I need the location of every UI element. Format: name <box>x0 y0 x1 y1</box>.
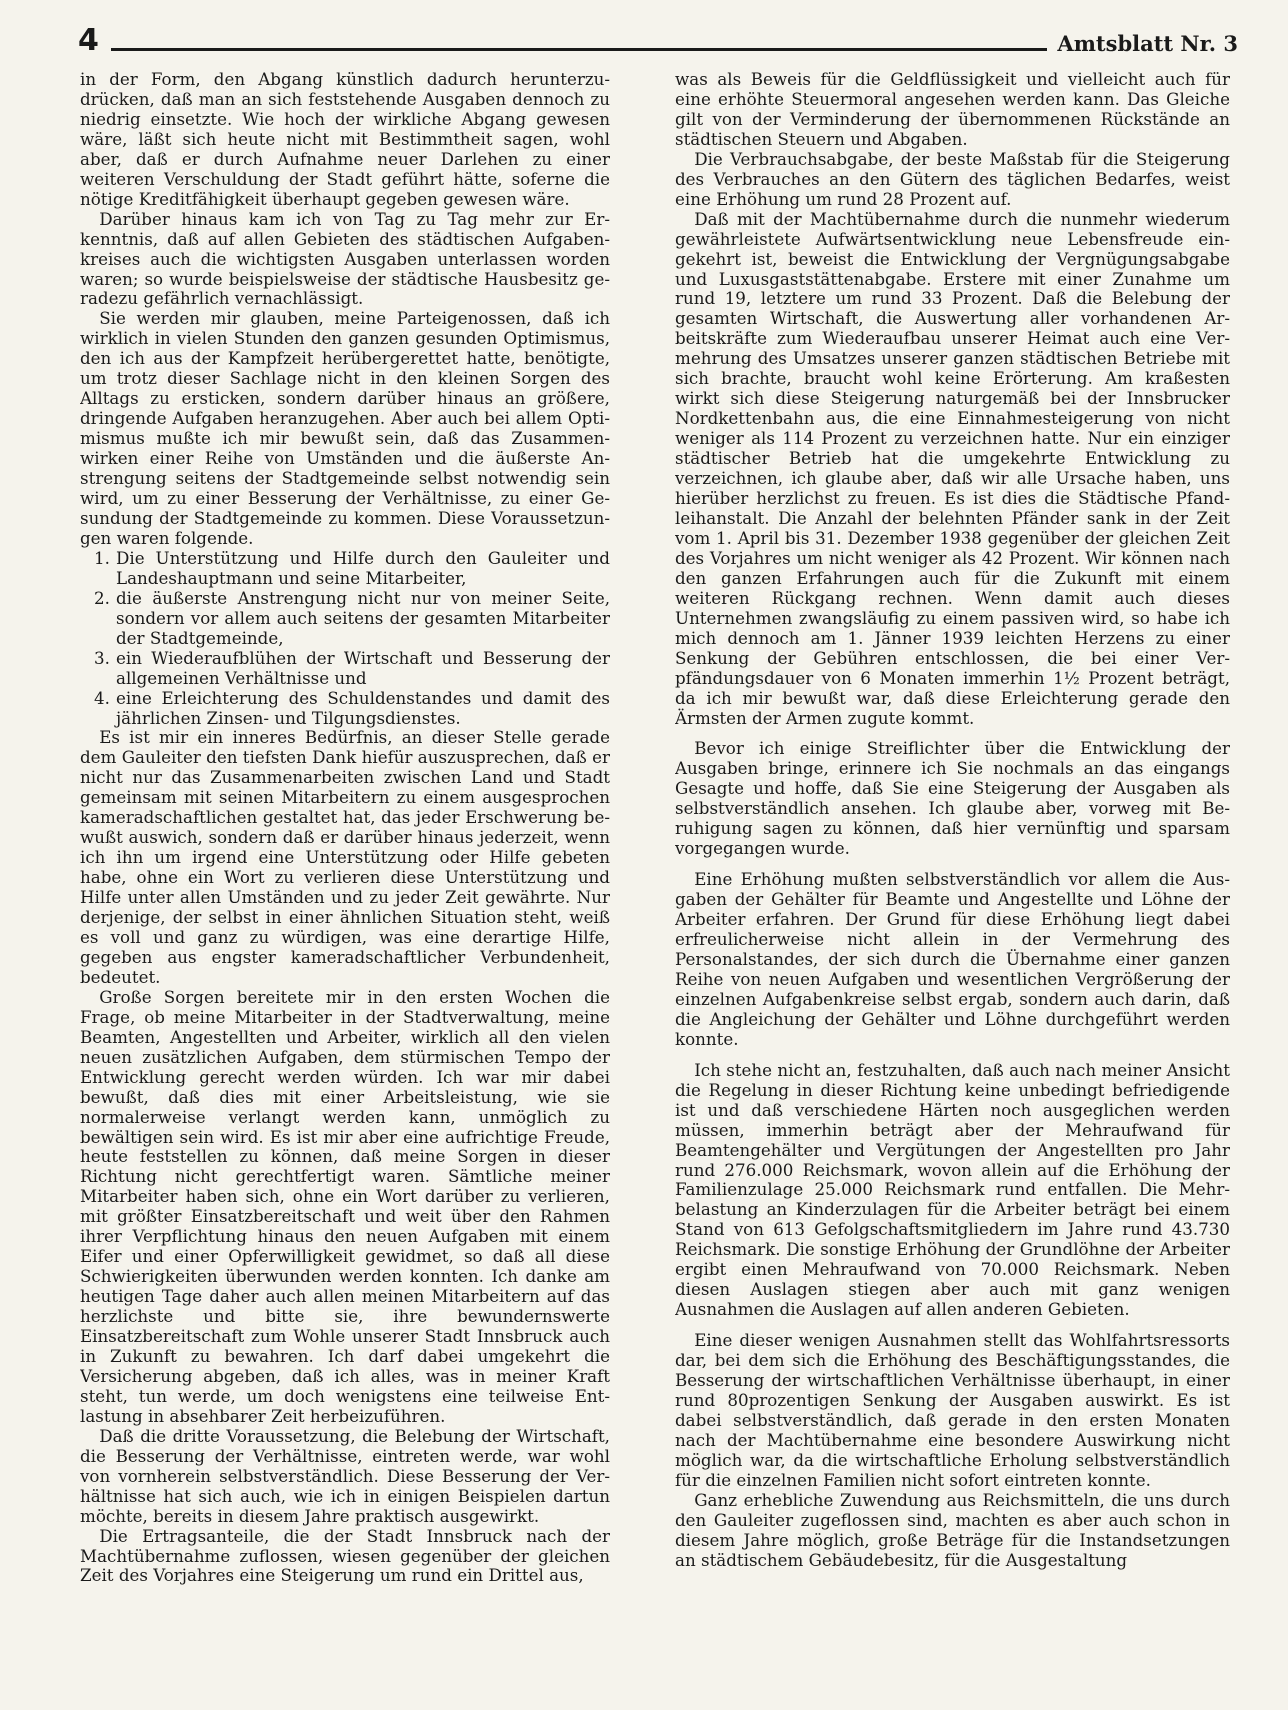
list-number: 1. <box>94 547 110 568</box>
paragraph: Die Ertragsanteile, die der Stadt Innsbruck nach der Machtübernahme zuflossen, wiesen gegenüber der gleichen Zeit des Vorjahres eine Steigerung um rund ein Drittel aus, <box>80 1525 610 1586</box>
page-header <box>78 18 1238 56</box>
list-item-text: Die Unterstützung und Hilfe durch den Gauleiter und Landeshauptmann und seine Mitarbeiter, <box>116 547 610 588</box>
list-number: 3. <box>94 647 110 668</box>
paragraph: was als Beweis für die Geldflüssigkeit und vielleicht auch für eine erhöhte Steuermoral angesehen werden kann. Das Gleiche gilt von der Verminderung der übernommenen Rückstände an städtischen Steuern und Abgaben. <box>675 70 1230 149</box>
list-item-text: die äußerste Anstrengung nicht nur von meiner Seite, sondern vor allem auch seitens der gesamten Mitarbeiter der Stadtgemeinde, <box>116 587 610 648</box>
paragraph: Ganz erhebliche Zuwendung aus Reichsmitteln, die uns durch den Gauleiter zugeflossen sind, machten es aber auch schon in diesem Jahre möglich, große Beträge für die Instandsetzungen an städtischem Gebäudebesitz, für die Ausgestaltung <box>675 1489 1230 1570</box>
list-number: 2. <box>94 587 110 608</box>
page-number: 4 <box>78 23 99 58</box>
paragraph: Eine Erhöhung mußten selbstverständlich vor allem die Ausgaben der Gehälter für Beamte und Angestellte und Löhne der Arbeiter erfahren. Der Grund für diese Erhöhung liegt dabei erfreulicherweise nicht allein in der Vermehrung des Personalstandes, der sich durch die Übernahme einer ganzen Reihe von neuen Aufgaben und wesentlichen Vergrößerung der einzelnen Aufgabenkreise selbst ergab, sondern auch darin, daß die Angleichung der Gehälter und Löhne durchgeführt werden konnte. <box>675 869 1230 1049</box>
list-item <box>80 549 610 589</box>
paragraph: Große Sorgen bereitete mir in den ersten Wochen die Frage, ob meine Mitarbeiter in der Stadtverwaltung, meine Beamten, Angestellten und Arbeiter, wirklich all den vielen neuen zusätzlichen Aufgaben, dem stürmischen Tempo der Entwicklung gerecht werden würden. Ich war mir dabei bewußt, daß dies mit einer Arbeitsleistung, wie sie normalerweise verlangt werden kann, unmöglich zu bewältigen sein wird. Es ist mir aber eine aufrichtige Freude, heute feststellen zu können, daß meine Sorgen in dieser Richtung nicht gerechtfertigt waren. Sämtliche meiner Mitarbeiter haben sich, ohne ein Wort darüber zu verlieren, mit größter Einsatzbereitschaft und weit über den Rahmen ihrer Verpflichtung hinaus den neuen Aufgaben mit einem Eifer und einer Opferwilligkeit gewidmet, so daß all diese Schwierigkeiten überwunden werden konnten. Ich danke am heutigen Tage daher auch allen meinen Mitarbeitern auf das herzlichste und bitte sie, ihre bewundernswerte Einsatzbereitschaft zum Wohle unserer Stadt Innsbruck auch in Zukunft zu bewahren. Ich darf dabei umgekehrt die Versicherung abgeben, daß ich alles, was in meiner Kraft steht, tun werde, um doch wenigstens eine teilweise Entlastung in absehbarer Zeit herbeizuführen. <box>80 986 610 1426</box>
list-item-text: ein Wiederaufblühen der Wirtschaft und Besserung der allgemeinen Verhältnisse und <box>116 647 610 688</box>
paragraph: Es ist mir ein inneres Bedürfnis, an dieser Stelle gerade dem Gauleiter den tiefsten Dank hiefür auszusprechen, daß er nicht nur das Zusammenarbeiten zwischen Land und Stadt gemeinsam mit seinen Mitarbeitern zu einem ausgesprochen kameradschaftlichen gestaltet hat, das jeder Erschwerung bewußt auswich, sondern daß er darüber hinaus jederzeit, wenn ich ihn um irgend eine Unterstützung oder Hilfe gebeten habe, ohne ein Wort zu verlieren diese Unterstützung und Hilfe unter allen Umständen und zu jeder Zeit gewährte. Nur derjenige, der selbst in einer ähnlichen Situation steht, weiß es voll und ganz zu würdigen, was eine derartige Hilfe, gegeben aus engster kameradschaftlicher Verbundenheit, bedeutet. <box>80 727 610 987</box>
list-item <box>80 589 610 649</box>
header-rule <box>111 48 1048 51</box>
paragraph: in der Form, den Abgang künstlich dadurch herunterzudrücken, daß man an sich feststehende Ausgaben dennoch zu niedrig einsetzte. Wie hoch der wirkliche Abgang gewesen wäre, läßt sich heute nicht mit Bestimmtheit sagen, wohl aber, daß er durch Aufnahme neuer Darlehen zu einer weiteren Verschuldung der Stadt geführt hätte, soferne die nötige Kreditfähigkeit überhaupt gegeben gewesen wäre. <box>80 70 610 209</box>
list-number: 4. <box>94 687 110 708</box>
paragraph: Die Verbrauchsabgabe, der beste Maßstab für die Steigerung des Verbrauches an den Gütern des täglichen Bedarfes, weist eine Erhöhung um rund 28 Prozent auf. <box>675 148 1230 209</box>
list-item <box>80 649 610 689</box>
list-item-text: eine Erleichterung des Schuldenstandes und damit des jährlichen Zinsen- und Tilgungsdienstes. <box>116 687 610 728</box>
publication-title: Amtsblatt Nr. 3 <box>1057 31 1238 56</box>
list-item <box>80 689 610 729</box>
paragraph: Bevor ich einige Streiflichter über die Entwicklung der Ausgaben bringe, erinnere ich Sie nochmals an das eingangs Gesagte und hoffe, daß Sie eine Steigerung der Ausgaben als selbstverständlich ansehen. Ich glaube aber, vorweg mit Beruhigung sagen zu können, daß hier vernünftig und sparsam vorgegangen wurde. <box>675 738 1230 859</box>
paragraph: Ich stehe nicht an, festzuhalten, daß auch nach meiner Ansicht die Regelung in dieser Richtung keine unbedingt befriedigende ist und daß verschiedene Härten noch ausgeglichen werden müssen, immerhin beträgt aber der Mehraufwand für Beamtengehälter und Vergütungen der Angestellten pro Jahr rund 276.000 Reichsmark, wovon allein auf die Erhöhung der Familienzulage 25.000 Reichsmark rund entfallen. Die Mehrbelastung an Kinderzulagen für die Arbeiter beträgt bei einem Stand von 613 Gefolgschaftsmitgliedern im Jahre rund 43.730 Reichsmark. Die sonstige Erhöhung der Grundlöhne der Arbeiter ergibt einen Mehraufwand von 70.000 Reichsmark. Neben diesen Auslagen stiegen aber auch mit ganz wenigen Ausnahmen die Auslagen auf allen anderen Gebieten. <box>675 1059 1230 1320</box>
left-column <box>80 70 610 1698</box>
paragraph: Darüber hinaus kam ich von Tag zu Tag mehr zur Erkenntnis, daß auf allen Gebieten des städtischen Aufgabenkreises auch die wichtigsten Ausgaben unterlassen worden waren; so wurde beispielsweise der städtische Hausbesitz geradezu gefährlich vernachlässigt. <box>80 208 610 309</box>
numbered-list <box>80 549 610 729</box>
right-column <box>675 70 1230 1698</box>
paragraph: Sie werden mir glauben, meine Parteigenossen, daß ich wirklich in vielen Stunden den ganzen gesunden Optimismus, den ich aus der Kampfzeit herübergerettet hatte, benötigte, um trotz dieser Sachlage nicht in den kleinen Sorgen des Alltags zu ersticken, sondern darüber hinaus an größere, dringende Aufgaben heranzugehen. Aber auch bei allem Optimismus mußte ich mir bewußt sein, daß das Zusammenwirken einer Reihe von Umständen und die äußerste Anstrengung seitens der Stadtgemeinde selbst notwendig sein wird, um zu einer Besserung der Verhältnisse, zu einer Gesundung der Stadtgemeinde zu kommen. Diese Voraussetzungen waren folgende. <box>80 308 610 548</box>
paragraph: Eine dieser wenigen Ausnahmen stellt das Wohlfahrtsressorts dar, bei dem sich die Erhöhung des Beschäftigungsstandes, die Besserung der wirtschaftlichen Verhältnisse überhaupt, in einer rund 80prozentigen Senkung der Ausgaben auswirkt. Es ist dabei selbstverständlich, daß gerade in den ersten Monaten nach der Machtübernahme eine besondere Auswirkung nicht möglich war, da die wirtschaftliche Erholung selbstverständlich für die einzelnen Familien nicht sofort eintreten konnte. <box>675 1330 1230 1490</box>
paragraph: Daß die dritte Voraussetzung, die Belebung der Wirtschaft, die Besserung der Verhältnisse, eintreten werde, war wohl von vornherein selbstverständlich. Diese Besserung der Verhältnisse hat sich auch, wie ich in einigen Beispielen dartun möchte, bereits in diesem Jahre praktisch ausgewirkt. <box>80 1425 610 1526</box>
paragraph: Daß mit der Machtübernahme durch die nunmehr wiederum gewährleistete Aufwärtsentwicklung neue Lebensfreude eingekehrt ist, beweist die Entwicklung der Vergnügungsabgabe und Luxusgaststättenabgabe. Erstere mit einer Zunahme um rund 19, letztere um rund 33 Prozent. Daß die Belebung der gesamten Wirtschaft, die Auswertung aller vorhandenen Arbeitskräfte zum Wiederaufbau unserer Heimat auch eine Vermehrung des Umsatzes unserer ganzen städtischen Betriebe mit sich brachte, braucht wohl keine Erörterung. Am kraßesten wirkt sich diese Steigerung naturgemäß bei der Innsbrucker Nordkettenbahn aus, die eine Einnahmesteigerung von nicht weniger als 114 Prozent zu verzeichnen hatte. Nur ein einziger städtischer Betrieb hat die umgekehrte Entwicklung zu verzeichnen, ich glaube aber, daß wir alle Ursache haben, uns hierüber herzlichst zu freuen. Es ist dies die Städtische Pfandleihanstalt. Die Anzahl der belehnten Pfänder sank in der Zeit vom 1. April bis 31. Dezember 1938 gegenüber der gleichen Zeit des Vorjahres um nicht weniger als 42 Prozent. Wir können nach den ganzen Erfahrungen auch für die Zukunft mit einem weiteren Rückgang rechnen. Wenn damit auch dieses Unternehmen zwangsläufig zu einem passiven wird, so habe ich mich dennoch am 1. Jänner 1939 leichten Herzens zu einer Senkung der Gebühren entschlossen, die bei einer Verpfändungsdauer von 6 Monaten immerhin 1½ Prozent beträgt, da ich mir bewußt war, daß diese Erleichterung gerade den Ärmsten der Armen zugute kommt. <box>675 208 1230 728</box>
